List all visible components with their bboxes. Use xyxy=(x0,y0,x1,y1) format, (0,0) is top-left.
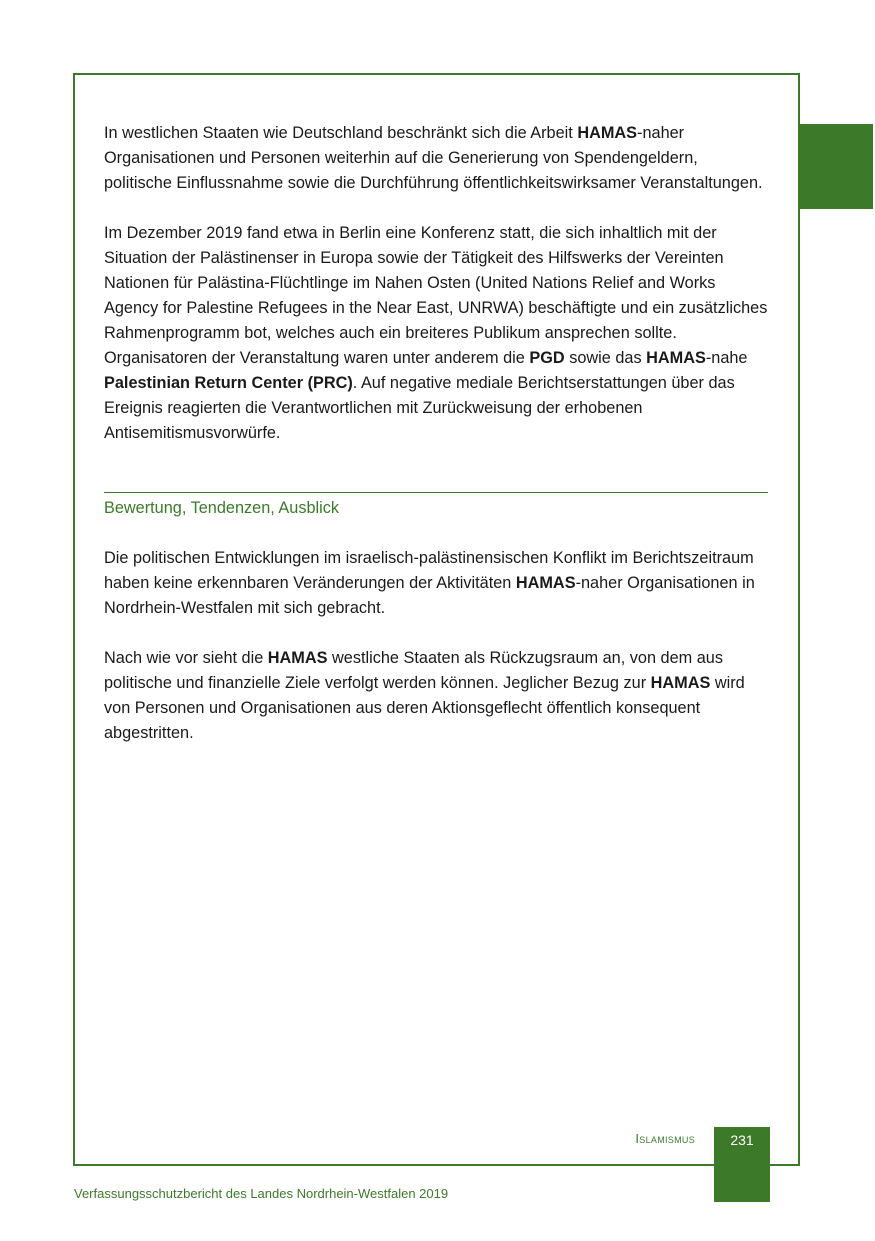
bold-term: HAMAS xyxy=(646,349,706,367)
text-run: . Auf negative mediale Berichtserstattungen über das Ereignis reagierten die Verantwortlichen mit Zurückweisung der erhobenen Antisemitismusvorwürfe. xyxy=(104,374,735,442)
paragraph xyxy=(104,221,768,446)
text-run: -naher Organisationen und Personen weiterhin auf die Generierung von Spendengeldern, politische Einflussnahme sowie die Durchführung öffentlichkeitswirksamer Veranstaltungen. xyxy=(104,124,763,192)
text-run: sowie das xyxy=(564,349,647,367)
paragraph xyxy=(104,646,768,746)
chapter-tab-marker xyxy=(800,124,873,209)
text-run: westliche Staaten als Rückzugsraum an, von dem aus politische und finanzielle Ziele verfolgt werden können. Jeglicher Bezug zur xyxy=(104,649,723,692)
bold-term: PGD xyxy=(529,349,565,367)
page-number: 231 xyxy=(730,1132,754,1148)
section-heading: Bewertung, Tendenzen, Ausblick xyxy=(104,499,340,517)
paragraph xyxy=(104,546,768,621)
footer-text: Verfassungsschutzbericht des Landes Nordrhein-Westfalen 2019 xyxy=(74,1186,449,1201)
text-run: Im Dezember 2019 fand etwa in Berlin eine Konferenz statt, die sich inhaltlich mit der Situation der Palästinenser in Europa sowie der Tätigkeit des Hilfswerks der Vereinten Nationen für Palästina-Flüchtlinge im Nahen Osten (United Nations Relief and Works Agency for Palestine Refugees in the Near East, UNRWA) beschäftigte und ein zusätzliches Rahmenprogramm bot, welches auch ein breiteres Publikum ansprechen sollte. Organisatoren der Veranstaltung waren unter anderem die xyxy=(104,224,768,367)
body-text-lower xyxy=(104,546,768,771)
text-run: -naher Organisationen in Nordrhein-Westfalen mit sich gebracht. xyxy=(104,574,755,617)
bold-term: HAMAS xyxy=(650,674,711,692)
section-divider xyxy=(104,492,768,493)
bold-term: HAMAS xyxy=(267,649,328,667)
paragraph xyxy=(104,121,768,196)
bold-term: Palestinian Return Center (PRC) xyxy=(104,374,353,392)
bold-term: HAMAS xyxy=(515,574,576,592)
bold-term: HAMAS xyxy=(577,124,638,142)
text-run: Nach wie vor sieht die xyxy=(104,649,268,667)
text-run: In westlichen Staaten wie Deutschland beschränkt sich die Arbeit xyxy=(104,124,578,142)
page-number-box xyxy=(714,1127,770,1202)
body-text-upper xyxy=(104,121,768,471)
text-run: Die politischen Entwicklungen im israelisch-palästinensischen Konflikt im Berichtszeitraum haben keine erkennbaren Veränderungen der Aktivitäten xyxy=(104,549,754,592)
chapter-label: Islamismus xyxy=(635,1131,695,1146)
text-run: wird von Personen und Organisationen aus deren Aktionsgeflecht öffentlich konsequent abgestritten. xyxy=(104,674,745,742)
text-run: -nahe xyxy=(705,349,748,367)
